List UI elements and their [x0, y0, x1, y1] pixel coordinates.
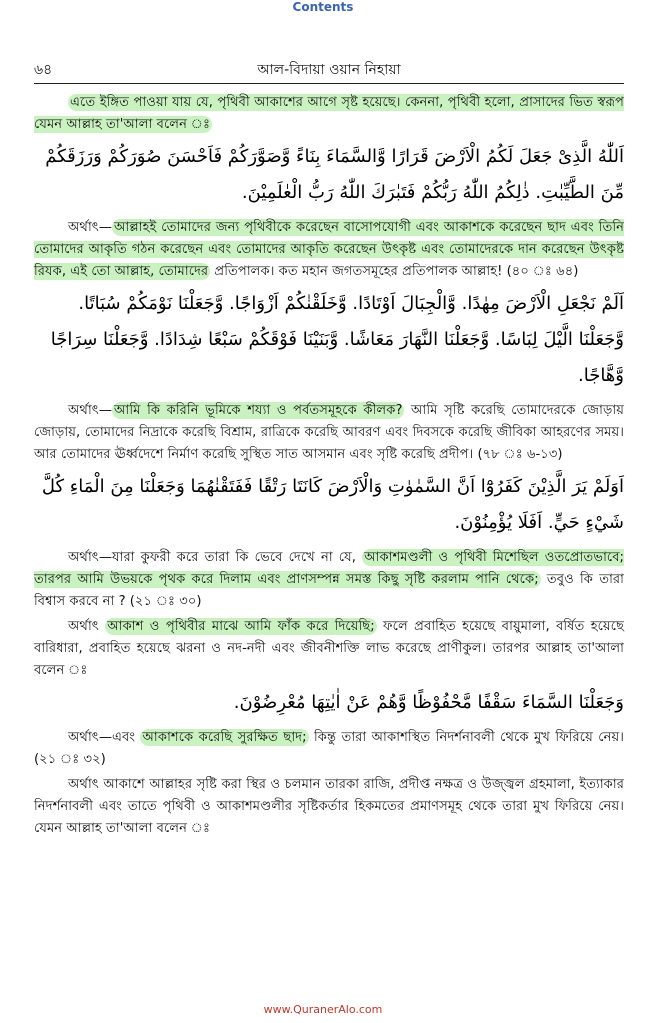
arabic-verse-4: وَجَعَلْنَا السَّمَاءَ سَقْفًا مَّحْفُوْظًا وَّهُمْ عَنْ اٰيٰتِهَا مُعْرِضُوْنَ.: [233, 692, 624, 713]
arabic-verse-1: اَللّٰهُ الَّذِىْ جَعَلَ لَكُمُ الْاَرْضَ قَرَارًا وَّالسَّمَاءَ بِنَاءً وَّصَوَّرَكُمْ فَاَحْسَنَ صُوَرَكُمْ وَرَزَقَكُمْ مِّنَ الطَّيِّبٰتِ. ذٰلِكُمُ اللّٰهُ رَبُّكُمْ فَتَبٰرَكَ اللّٰهُ رَبُّ الْعٰلَمِيْنَ.: [45, 146, 624, 203]
footer-website-link[interactable]: www.QuranerAlo.com: [263, 1003, 383, 1016]
paragraph-text: অর্থাৎ: [68, 619, 106, 634]
paragraph-1: [34, 92, 624, 136]
meaning-prefix: অর্থাৎ—: [68, 220, 113, 235]
highlight: আল্লাহই তোমাদের জন্য পৃথিবীকে করেছেন বাসোপযোগী এবং আকাশকে করেছেন ছাদ এবং তিনি তোমাদের আকৃতি গঠন করেছেন এবং তোমাদের আকৃতি করেছেন উৎকৃষ্ট এবং তোমাদেরকে দান করেছেন উৎকৃষ্ট রিযক, এই তো আল্লাহ, তোমাদের: [34, 220, 624, 279]
paragraph-text: অর্থাৎ—যারা কুফরী করে তারা কি ভেবে দেখে না যে,: [68, 550, 363, 565]
arabic-verse-3: اَوَلَمْ يَرَ الَّذِيْنَ كَفَرُوْٓا اَنَّ السَّمٰوٰتِ وَالْاَرْضَ كَانَتَا رَتْقًا فَفَتَقْنٰهُمَا وَجَعَلْنَا مِنَ الْمَاءِ كُلَّ شَيْءٍ حَيٍّ. اَفَلَا يُؤْمِنُوْنَ.: [41, 476, 624, 533]
highlight: এতে ইঙ্গিত পাওয়া যায় যে, পৃথিবী আকাশের আগে সৃষ্ট হয়েছে। কেননা, পৃথিবী হলো, প্রাসাদের ভিত স্বরূপ যেমন আল্লাহ তা'আলা বলেন ঃ: [34, 95, 624, 132]
contents-link[interactable]: Contents: [292, 0, 354, 14]
arabic-verse-2: اَلَمْ نَجْعَلِ الْاَرْضَ مِهٰدًا. وَّالْجِبَالَ اَوْتَادًا. وَّخَلَقْنٰكُمْ اَزْوَاجًا. وَّجَعَلْنَا نَوْمَكُمْ سُبَاتًا. وَّجَعَلْنَا الَّيْلَ لِبَاسًا. وَّجَعَلْنَا النَّهَارَ مَعَاشًا. وَّبَنَيْنَا فَوْقَكُمْ سَبْعًا شِدَادًا. وَّجَعَلْنَا سِرَاجًا وَّهَّاجًا.: [50, 293, 624, 386]
paragraph-text: আমি সৃষ্টি করেছি তোমাদেরকে জোড়ায় জোড়ায়, তোমাদের নিদ্রাকে করেছি বিশ্রাম, রাত্রিকে করেছি আবরণ এবং দিবসকে করেছি জীবিকা আহরণের সময়। আর তোমাদের ঊর্ধ্বদেশে নির্মাণ করেছি সুস্থিত সাত আসমান এবং সৃষ্টি করেছি প্রদীপ। (৭৮ ঃ ৬-১৩): [34, 403, 624, 462]
paragraph-5: [34, 616, 624, 682]
paragraph-text: অর্থাৎ—এবং: [68, 730, 141, 745]
paragraph-text: তবুও কি তারা বিশ্বাস করবে না ? (২১ ঃ ৩০): [34, 572, 624, 609]
meaning-prefix: অর্থাৎ—: [68, 403, 113, 418]
page-header: [34, 58, 624, 80]
paragraph-6: [34, 727, 624, 771]
highlight: আকাশকে করেছি সুরক্ষিত ছাদ;: [142, 730, 307, 745]
paragraph-text: কিন্তু তারা আকাশস্থিত নিদর্শনাবলী থেকে মুখ ফিরিয়ে নেয়। (২১ ঃ ৩২): [34, 730, 624, 767]
highlight: আকাশমণ্ডলী ও পৃথিবী মিশেছিল ওতপ্রোতভাবে; তারপর আমি উভয়কে পৃথক করে দিলাম এবং প্রাণসম্পন্ন সমস্ত কিছু সৃষ্টি করলাম পানি থেকে;: [34, 550, 624, 587]
page-number: ৬৪: [34, 62, 53, 78]
page-body: [34, 92, 624, 843]
highlight: আমি কি করিনি ভূমিকে শয্যা ও পর্বতসমূহকে কীলক?: [114, 403, 403, 418]
highlight: আকাশ ও পৃথিবীর মাঝে আমি ফাঁক করে দিয়েছি;: [107, 619, 375, 634]
book-title: আল-বিদায়া ওয়ান নিহায়া: [257, 62, 401, 78]
paragraph-2: [34, 217, 624, 283]
paragraph-7: অর্থাৎ আকাশে আল্লাহর সৃষ্টি করা স্থির ও চলমান তারকা রাজি, প্রদীপ্ত নক্ষত্র ও উজ্জ্বল গ্রহমালা, ইত্যাকার নিদর্শনাবলী এবং তাতে পৃথিবী ও আকাশমণ্ডলীর সৃষ্টিকর্তার হিকমতের প্রমাণসমূহ থেকে তারা মুখ ফিরিয়ে নেয়। যেমন আল্লাহ তা'আলা বলেন ঃ: [34, 777, 624, 836]
header-rule: [34, 83, 624, 84]
paragraph-3: [34, 400, 624, 466]
paragraph-text: ফলে প্রবাহিত হয়েছে বায়ুমালা, বর্ষিত হয়েছে বারিধারা, প্রবাহিত হয়েছে ঝরনা ও নদ-নদী এবং জীবনীশক্তি লাভ করেছে প্রাণীকুল। তারপর আল্লাহ তা'আলা বলেন ঃ: [34, 619, 624, 678]
paragraph-text: প্রতিপালক। কত মহান জগতসমূহের প্রতিপালক আল্লাহ! (৪০ ঃ ৬৪): [210, 264, 579, 279]
paragraph-4: [34, 547, 624, 613]
